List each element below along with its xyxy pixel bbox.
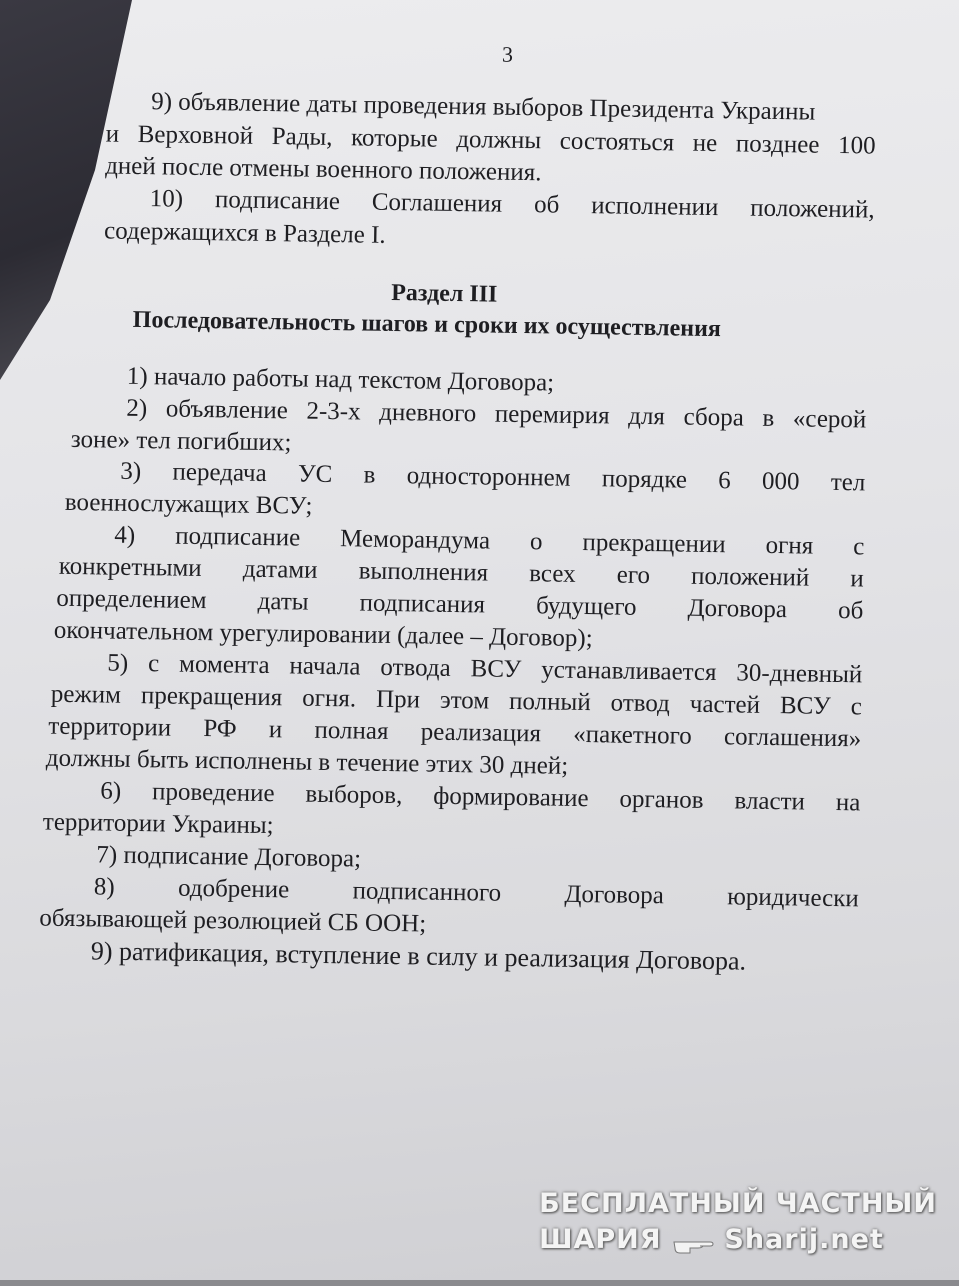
list-item: должны быть исполнены в течение этих 30 дней; bbox=[45, 744, 569, 780]
list-item: 7) подписание Договора; bbox=[96, 841, 362, 873]
text-line: дней после отмены военного положения. bbox=[104, 152, 542, 187]
watermark-left: ШАРИЯ bbox=[539, 1224, 662, 1255]
text-line: 10) подписание Соглашения об исполнении положений, bbox=[149, 185, 875, 224]
list-item: военнослужащих ВСУ; bbox=[64, 488, 313, 520]
watermark-line1: БЕСПЛАТНЫЙ ЧАСТНЫЙ bbox=[539, 1188, 937, 1219]
page-number: 3 bbox=[501, 41, 514, 67]
watermark bbox=[539, 1186, 937, 1258]
list-item: обязывающей резолюцией СБ ООН; bbox=[39, 904, 427, 938]
watermark-line2 bbox=[539, 1222, 937, 1258]
list-item: 2) объявление 2-3-х дневного перемирия для сбора в «серой bbox=[126, 394, 867, 434]
text-line: и Верховной Рады, которые должны состояться не позднее 100 bbox=[105, 120, 876, 160]
section-title: Раздел III bbox=[391, 279, 498, 308]
list-item: 1) начало работы над текстом Договора; bbox=[126, 362, 555, 397]
watermark-right: Sharij.net bbox=[724, 1224, 884, 1255]
list-item: 8) одобрение подписанного Договора юридически bbox=[93, 873, 859, 913]
list-item: 5) с момента начала отвода ВСУ устанавливается 30-дневный bbox=[107, 649, 863, 689]
list-item: окончательном урегулировании (далее – Договор); bbox=[53, 616, 593, 653]
text-line: 9) объявление даты проведения выборов Президента Украины bbox=[150, 88, 816, 126]
list-item: 3) передача УС в одностороннем порядке 6 000 тел bbox=[120, 457, 866, 497]
section-subtitle: Последовательность шагов и сроки их осуществления bbox=[132, 306, 722, 343]
list-item: 9) ратификация, вступление в силу и реализация Договора. bbox=[90, 936, 747, 976]
list-item: территории Украины; bbox=[42, 808, 274, 840]
document-text bbox=[28, 0, 908, 1286]
list-item: 4) подписание Меморандума о прекращении огня с bbox=[114, 521, 865, 561]
text-line: содержащихся в Разделе I. bbox=[103, 217, 386, 249]
list-item: 6) проведение выборов, формирование органов власти на bbox=[100, 777, 861, 817]
list-item: конкретными датами выполнения всех его положений и bbox=[58, 552, 865, 593]
list-item: определением даты подписания будущего Договора об bbox=[56, 584, 864, 625]
list-item: режим прекращения огня. При этом полный отвод частей ВСУ с bbox=[50, 680, 863, 721]
list-item: зоне» тел погибших; bbox=[70, 425, 292, 457]
list-item: территории РФ и полная реализация «пакетного соглашения» bbox=[48, 712, 862, 753]
pointing-hand-icon bbox=[672, 1230, 714, 1252]
